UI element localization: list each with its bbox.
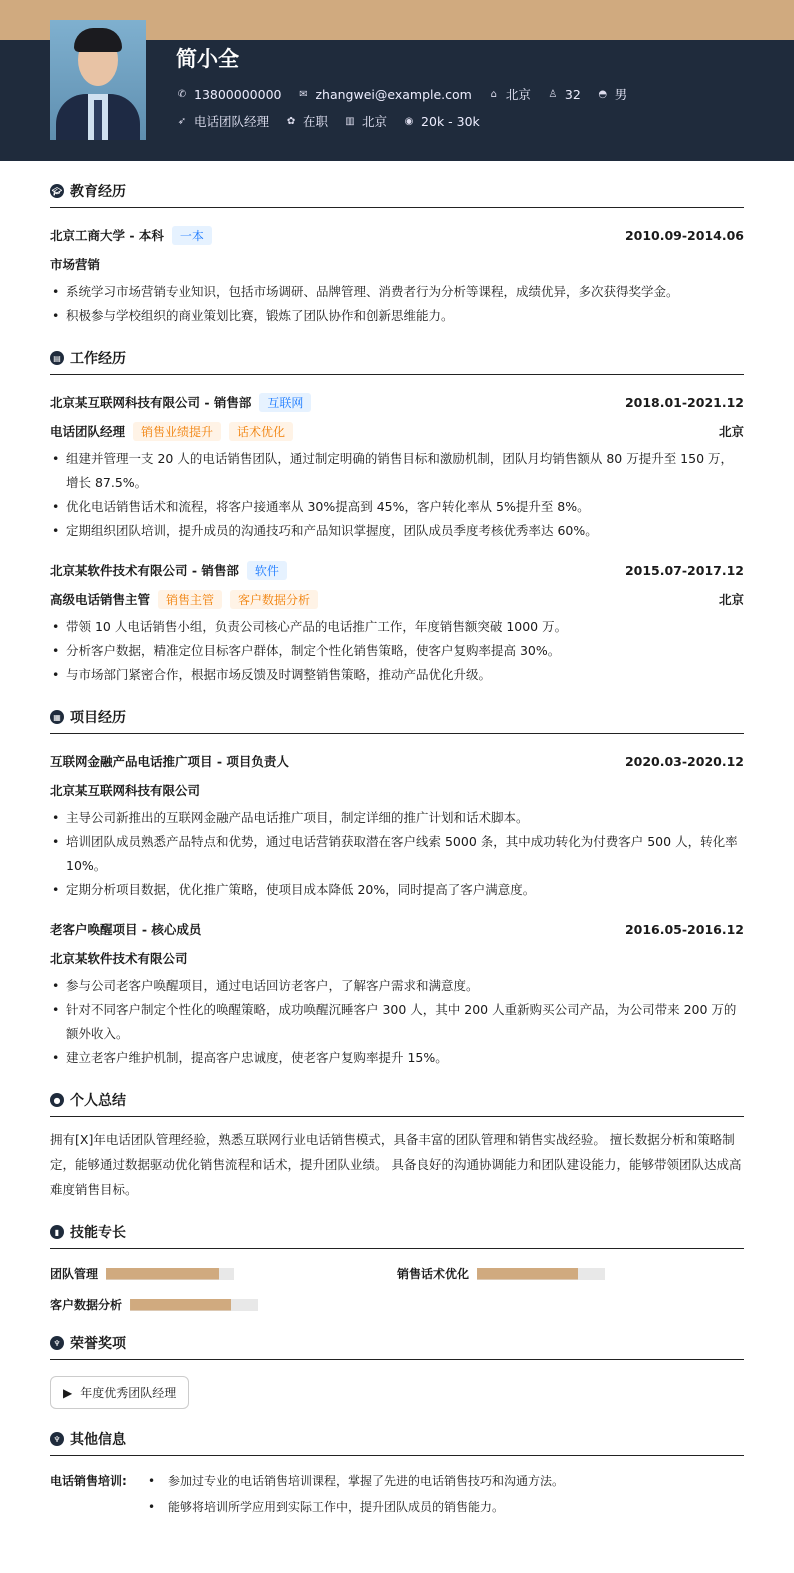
role-tag: 话术优化: [229, 422, 293, 441]
list-item: • 带领 10 人电话销售小组，负责公司核心产品的电话推广工作，年度销售额突破 1000 万。: [50, 615, 744, 639]
skill-bar: [130, 1299, 258, 1311]
phone-icon: ✆: [177, 88, 187, 100]
skill-bar: [477, 1268, 605, 1280]
work-date: 2015.07-2017.12: [624, 562, 744, 578]
list-item: • 针对不同客户制定个性化的唤醒策略，成功唤醒沉睡客户 300 人，其中 200 人重新购买公司产品，为公司带来 200 万的额外收入。: [50, 998, 744, 1046]
skill-bar-fill: [130, 1299, 231, 1311]
list-item: • 参加过专业的电话销售培训课程，掌握了先进的电话销售技巧和沟通方法。: [146, 1468, 744, 1494]
major: 市场营销: [50, 257, 101, 272]
school: 北京工商大学 - 本科: [50, 228, 164, 243]
work-item: [50, 560, 744, 580]
send-icon: ➶: [177, 115, 187, 127]
skill-item: [50, 1265, 397, 1282]
list-item: • 定期分析项目数据，优化推广策略，使项目成本降低 20%，同时提高了客户满意度。: [50, 878, 744, 902]
industry-tag: 互联网: [259, 393, 311, 412]
skill-bar-fill: [477, 1268, 578, 1280]
other-label: 电话销售培训:: [50, 1474, 127, 1488]
section-education: 🎓︎ 教育经历: [50, 181, 744, 208]
list-item: • 建立老客户维护机制，提高客户忠诚度，使老客户复购率提升 15%。: [50, 1046, 744, 1070]
school-tag: 一本: [172, 226, 212, 245]
graduation-cap-icon: 🎓︎: [50, 184, 64, 198]
candidate-name: 简小全: [176, 47, 239, 71]
city: 北京: [505, 87, 531, 102]
work-city: 北京: [718, 592, 744, 607]
gender: 男: [614, 87, 628, 102]
building-icon: ▥: [345, 115, 355, 127]
profile-header: [0, 40, 794, 161]
skill-item: [397, 1265, 744, 1282]
project-date: 2020.03-2020.12: [624, 753, 744, 769]
mail-icon: ✉: [299, 88, 308, 100]
section-other: ♆ 其他信息: [50, 1429, 744, 1456]
work-date: 2018.01-2021.12: [624, 394, 744, 410]
list-item: • 与市场部门紧密合作，根据市场反馈及时调整销售策略，推动产品优化升级。: [50, 663, 744, 687]
section-awards: ♆ 荣誉奖项: [50, 1333, 744, 1360]
skill-item: [50, 1296, 397, 1313]
list-item: • 能够将培训所学应用到实际工作中，提升团队成员的销售能力。: [146, 1494, 744, 1520]
list-item: • 分析客户数据，精准定位目标客户群体，制定个性化销售策略，使客户复购率提高 30%。: [50, 639, 744, 663]
role: 高级电话销售主管: [50, 592, 151, 607]
list-item: • 主导公司新推出的互联网金融产品电话推广项目，制定详细的推广计划和话术脚本。: [50, 806, 744, 830]
list-item: • 定期组织团队培训，提升成员的沟通技巧和产品知识掌握度，团队成员季度考核优秀率达 60%。: [50, 519, 744, 543]
skill-name: 客户数据分析: [50, 1298, 123, 1312]
role: 电话团队经理: [50, 424, 126, 439]
section-summary: ● 个人总结: [50, 1090, 744, 1117]
user-icon: ●: [50, 1093, 64, 1107]
skill-name: 销售话术优化: [397, 1267, 470, 1281]
chart-icon: ▮: [50, 1225, 64, 1239]
role-tag: 销售业绩提升: [133, 422, 221, 441]
email: zhangwei@example.com: [315, 86, 472, 102]
summary-text: 拥有[X]年电话团队管理经验，熟悉互联网行业电话销售模式，具备丰富的团队管理和销售实战经验。 擅长数据分析和策略制定，能够通过数据驱动优化销售流程和话术，提升团队业绩。 具备良好的沟通协调能力和团队建设能力，能够带领团队达成高难度销售目标。: [50, 1132, 742, 1197]
section-skills: ▮ 技能专长: [50, 1222, 744, 1249]
company: 北京某软件技术有限公司 - 销售部: [50, 563, 239, 578]
grid-icon: ▦: [50, 710, 64, 724]
edu-date: 2010.09-2014.06: [624, 227, 744, 243]
section-work: ▤ 工作经历: [50, 348, 744, 375]
phone: 13800000000: [194, 86, 282, 102]
work-city: 北京: [362, 114, 388, 129]
skill-bar-fill: [106, 1268, 219, 1280]
list-item: • 优化电话销售话术和流程，将客户接通率从 30%提高到 45%，客户转化率从 5%提升至 8%。: [50, 495, 744, 519]
status-icon: ✿: [286, 115, 296, 127]
status: 在职: [303, 114, 329, 129]
work-item: [50, 392, 744, 412]
project-name: 互联网金融产品电话推广项目 - 项目负责人: [50, 754, 289, 769]
award-icon: ♆: [50, 1336, 64, 1350]
info-icon: ♆: [50, 1432, 64, 1446]
list-item: • 组建并管理一支 20 人的电话销售团队，通过制定明确的销售目标和激励机制，团队月均销售额从 80 万提升至 150 万，增长 87.5%。: [50, 447, 744, 495]
list-item: • 参与公司老客户唤醒项目，通过电话回访老客户，了解客户需求和满意度。: [50, 974, 744, 998]
avatar: [50, 20, 146, 140]
home-icon: ⌂: [490, 88, 498, 100]
skill-bar: [106, 1268, 234, 1280]
list-item: • 积极参与学校组织的商业策划比赛，锻炼了团队协作和创新思维能力。: [50, 304, 744, 328]
age: 32: [564, 86, 581, 102]
briefcase-icon: ▤: [50, 351, 64, 365]
award-item: ▶ 年度优秀团队经理: [50, 1376, 189, 1409]
salary: 20k - 30k: [421, 113, 480, 129]
list-item: • 培训团队成员熟悉产品特点和优势，通过电话营销获取潜在客户线索 5000 条，其中成功转化为付费客户 500 人，转化率 10%。: [50, 830, 744, 878]
gender-icon: ◓: [598, 88, 608, 100]
skill-name: 团队管理: [50, 1267, 99, 1281]
project-date: 2016.05-2016.12: [624, 921, 744, 937]
industry-tag: 软件: [247, 561, 287, 580]
project-item: [50, 919, 744, 939]
project-org: 北京某互联网科技有限公司: [50, 783, 201, 798]
section-projects: ▦ 项目经历: [50, 707, 744, 734]
role-tag: 客户数据分析: [230, 590, 318, 609]
project-item: [50, 751, 744, 771]
position: 电话团队经理: [194, 114, 270, 129]
play-icon: ▶: [63, 1385, 73, 1400]
role-tag: 销售主管: [158, 590, 222, 609]
cake-icon: ♙: [548, 88, 558, 100]
list-item: • 系统学习市场营销专业知识，包括市场调研、品牌管理、消费者行为分析等课程，成绩优异，多次获得奖学金。: [50, 280, 744, 304]
project-name: 老客户唤醒项目 - 核心成员: [50, 922, 202, 937]
project-org: 北京某软件技术有限公司: [50, 951, 188, 966]
company: 北京某互联网科技有限公司 - 销售部: [50, 395, 252, 410]
salary-icon: ◉: [404, 115, 414, 127]
work-city: 北京: [718, 424, 744, 439]
